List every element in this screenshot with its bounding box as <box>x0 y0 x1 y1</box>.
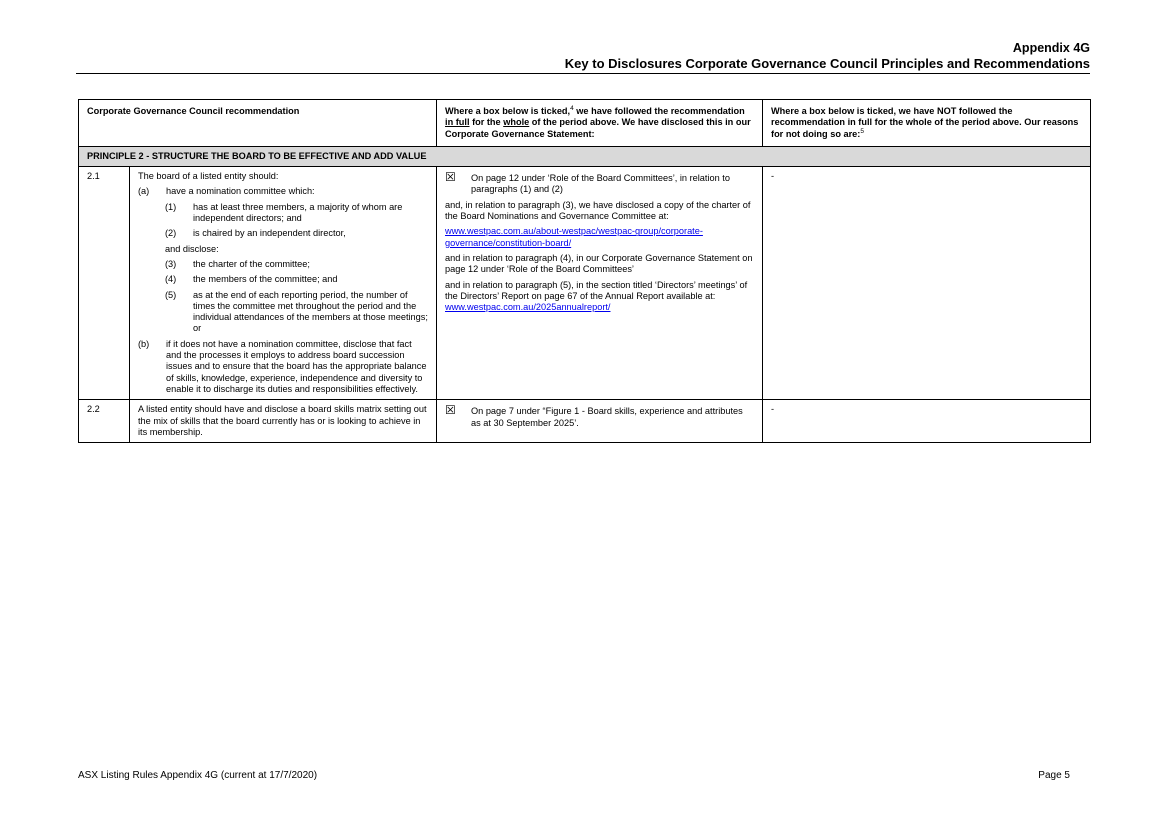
table-row <box>79 400 1091 443</box>
page-title: Key to Disclosures Corporate Governance Council Principles and Recommendations <box>564 56 1090 71</box>
followed-disclosure: ☒ On page 7 under “Figure 1 - Board skills, experience and attributes as at 30 September 2025’. <box>437 400 763 443</box>
col-header-followed: Where a box below is ticked,$^4$ we have followed the recommendation in full for the whole of the period above. We have disclosed this in our Corporate Governance Statement: <box>437 100 763 147</box>
table-header-row <box>79 100 1091 147</box>
principle-row <box>79 146 1091 166</box>
followed-disclosure: ☒ On page 12 under ‘Role of the Board Committees’, in relation to paragraphs (1) and (2) and, in relation to paragraph (3), we have disclosed a copy of the charter of the Board Nominations and Governance Committee at: www.westpac.com.au/about-westpac/westpac-group/corporate-governance/constitution-board/ and in relation to paragraph (4), in our Corporate Governance Statement on page 12 under ‘Role of the Board Committees’ and in relation to paragraph (5), in the section titled ‘Directors’ meetings’ of the Directors’ Report on page 67 of the Annual Report available at: www.westpac.com.au/2025annualreport/ <box>437 167 763 400</box>
recommendation-text: A listed entity should have and disclose a board skills matrix setting out the mix of skills that the board currently has or is looking to achieve in its membership. <box>130 400 437 443</box>
appendix-label: Appendix 4G <box>1012 41 1090 55</box>
footer-source: ASX Listing Rules Appendix 4G (current at 17/7/2020) <box>78 770 318 781</box>
recommendation-number: 2.1 <box>79 167 130 400</box>
table-row <box>79 167 1091 400</box>
recommendation-number: 2.2 <box>79 400 130 443</box>
not-followed-reason: - <box>763 167 1091 400</box>
col-header-not-followed: Where a box below is ticked, we have NOT followed the recommendation in full for the whole of the period above. Our reasons for not doing so are:$^5$ <box>763 100 1091 147</box>
header-divider <box>76 73 1090 74</box>
principle-heading: PRINCIPLE 2 - STRUCTURE THE BOARD TO BE EFFECTIVE AND ADD VALUE <box>79 146 1091 166</box>
checked-box-icon: ☒ <box>445 403 456 418</box>
page-number: Page 5 <box>1038 770 1070 781</box>
governance-table <box>78 99 1091 443</box>
page-header <box>565 41 1090 71</box>
not-followed-reason: - <box>763 400 1091 443</box>
checked-box-icon: ☒ <box>445 170 456 185</box>
annual-report-link[interactable]: www.westpac.com.au/2025annualreport/ <box>445 302 611 313</box>
col-header-recommendation: Corporate Governance Council recommendation <box>79 100 437 147</box>
recommendation-text: The board of a listed entity should: (a) have a nomination committee which: (1) has at least three members, a majority of whom are independent directors; and (2) is chaired by an independent director, and disclose: (3) the charter of the committee; (4) the members of the committee; and (5) as at the end of each reporting period, the number of times the committee met throughout the period and the individual attendances of the members at those meetings; or (b) if it does not have a nomination committee, disclose that fact and the processes it employs to address board succession issues and to ensure that the board has the appropriate balance of skills, knowledge, experience, independence and diversity to enable it to discharge its duties and responsibilities effectively. <box>130 167 437 400</box>
charter-link[interactable]: www.westpac.com.au/about-westpac/westpac-group/corporate-governance/constitution-board/ <box>445 226 703 248</box>
